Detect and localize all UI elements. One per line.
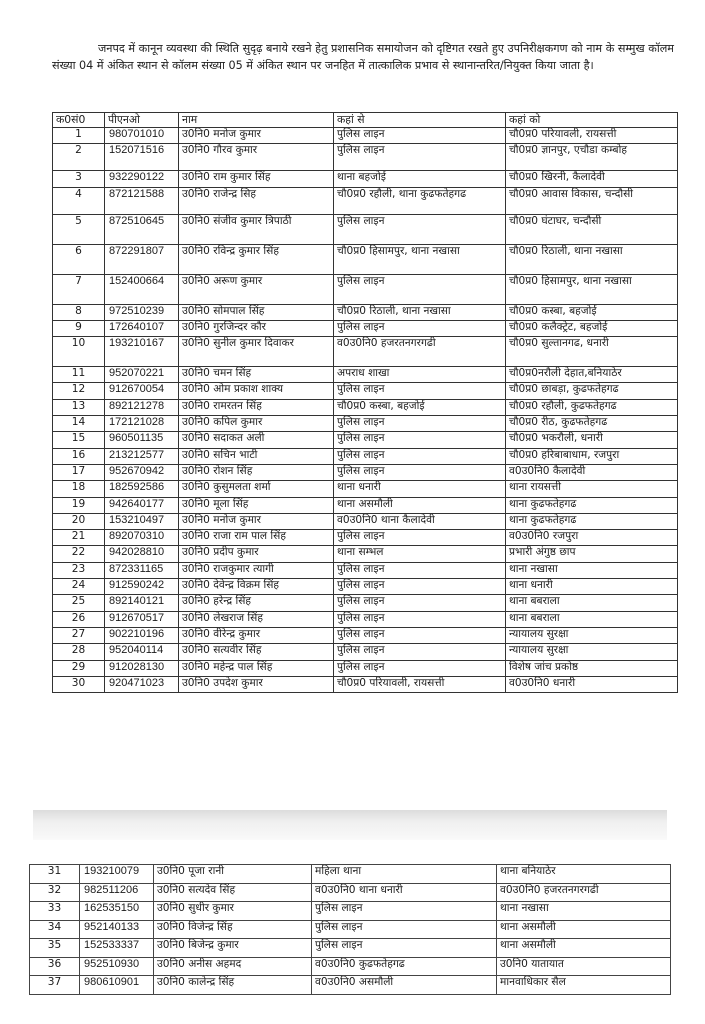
- cell-name: उ0नि0 सत्यदेव सिंह: [154, 883, 312, 902]
- table-row: [53, 562, 678, 578]
- cell-to: चौ0प्र0 रीठ, कुढफतेहगढ: [506, 416, 678, 432]
- cell-to: चौ0प्र0 ज्ञानपुर, एचौडा कम्बोह: [506, 144, 678, 171]
- cell-from: चौ0प्र0 हिसामपुर, थाना नखासा: [334, 244, 506, 274]
- cell-from: पुलिस लाइन: [312, 939, 497, 958]
- cell-to: थाना कुढफतेहगढ: [506, 513, 678, 529]
- table-row: [53, 595, 678, 611]
- cell-from: थाना असमौली: [334, 497, 506, 513]
- cell-serial: 22: [53, 546, 105, 562]
- cell-pno: 960501135: [105, 432, 179, 448]
- cell-from: पुलिस लाइन: [334, 383, 506, 399]
- cell-pno: 952140133: [80, 920, 154, 939]
- cell-pno: 980610901: [80, 976, 154, 995]
- cell-to: चौ0प्र0 आवास विकास, चन्दौसी: [506, 187, 678, 214]
- transfer-table: [52, 112, 678, 693]
- cell-name: उ0नि0 कुसुमलता शर्मा: [179, 481, 334, 497]
- cell-name: उ0नि0 अरूण कुमार: [179, 274, 334, 304]
- table-row: [53, 530, 678, 546]
- cell-from: चौ0प्र0 परियावली, रायसत्ती: [334, 676, 506, 692]
- table-row: [53, 611, 678, 627]
- table-row: [53, 481, 678, 497]
- table-row: [53, 627, 678, 643]
- cell-to: व0उ0नि0 हजरतनगरगढी: [497, 883, 671, 902]
- table-row: [30, 920, 671, 939]
- cell-pno: 972510239: [105, 304, 179, 320]
- table-row: [53, 416, 678, 432]
- cell-from: पुलिस लाइन: [312, 902, 497, 921]
- cell-serial: 33: [30, 902, 80, 921]
- cell-from: पुलिस लाइन: [334, 627, 506, 643]
- cell-name: उ0नि0 सुनील कुमार दिवाकर: [179, 337, 334, 367]
- cell-name: उ0नि0 रामरतन सिंह: [179, 399, 334, 415]
- intro-paragraph: [52, 41, 674, 74]
- cell-pno: 912028130: [105, 660, 179, 676]
- table-row: [53, 579, 678, 595]
- header-serial: क0सं0: [53, 113, 105, 128]
- cell-pno: 872510645: [105, 214, 179, 244]
- cell-from: पुलिस लाइन: [334, 660, 506, 676]
- header-to: कहां को: [506, 113, 678, 128]
- cell-from: थाना धनारी: [334, 481, 506, 497]
- table-row: [53, 464, 678, 480]
- transfer-table-continued: [29, 864, 671, 995]
- cell-pno: 193210167: [105, 337, 179, 367]
- cell-pno: 912590242: [105, 579, 179, 595]
- cell-pno: 153210497: [105, 513, 179, 529]
- cell-name: उ0नि0 संजीव कुमार त्रिपाठी: [179, 214, 334, 244]
- cell-name: उ0नि0 सचिन भाटी: [179, 448, 334, 464]
- cell-to: चौ0प्र0 सुल्तानगढ, धनारी: [506, 337, 678, 367]
- cell-pno: 982511206: [80, 883, 154, 902]
- cell-serial: 6: [53, 244, 105, 274]
- cell-serial: 8: [53, 304, 105, 320]
- cell-from: व0उ0नि0 हजरतनगरगढी: [334, 337, 506, 367]
- cell-serial: 32: [30, 883, 80, 902]
- page-separator: [33, 810, 667, 840]
- cell-name: उ0नि0 मूला सिंह: [179, 497, 334, 513]
- cell-serial: 3: [53, 171, 105, 187]
- cell-from: पुलिस लाइन: [334, 320, 506, 336]
- cell-name: उ0नि0 मनोज कुमार: [179, 513, 334, 529]
- cell-to: चौ0प्र0 कस्बा, बहजोई: [506, 304, 678, 320]
- cell-to: न्यायालय सुरक्षा: [506, 627, 678, 643]
- cell-to: प्रभारी अंगुष्ठ छाप: [506, 546, 678, 562]
- cell-pno: 952070221: [105, 367, 179, 383]
- table-row: [53, 399, 678, 415]
- cell-serial: 4: [53, 187, 105, 214]
- table-row: [30, 902, 671, 921]
- cell-name: उ0नि0 रविन्द्र कुमार सिंह: [179, 244, 334, 274]
- cell-name: उ0नि0 सोमपाल सिंह: [179, 304, 334, 320]
- cell-from: थाना सम्भल: [334, 546, 506, 562]
- cell-to: विशेष जांच प्रकोष्ठ: [506, 660, 678, 676]
- cell-to: न्यायालय सुरक्षा: [506, 644, 678, 660]
- cell-serial: 30: [53, 676, 105, 692]
- cell-serial: 36: [30, 957, 80, 976]
- cell-serial: 18: [53, 481, 105, 497]
- table-row: [53, 337, 678, 367]
- cell-pno: 980701010: [105, 128, 179, 144]
- table-row: [53, 244, 678, 274]
- cell-to: चौ0प्र0 हरिबाबाधाम, रजपुरा: [506, 448, 678, 464]
- cell-pno: 902210196: [105, 627, 179, 643]
- cell-from: पुलिस लाइन: [334, 448, 506, 464]
- table-header-row: [53, 113, 678, 128]
- cell-pno: 152071516: [105, 144, 179, 171]
- cell-to: थाना धनारी: [506, 579, 678, 595]
- cell-to: चौ0प्र0 हिसामपुर, थाना नखासा: [506, 274, 678, 304]
- cell-pno: 892070310: [105, 530, 179, 546]
- cell-from: चौ0प्र0 रिठाली, थाना नखासा: [334, 304, 506, 320]
- cell-from: चौ0प्र0 कस्बा, बहजोई: [334, 399, 506, 415]
- cell-from: पुलिस लाइन: [312, 920, 497, 939]
- cell-to: थाना रायसत्ती: [506, 481, 678, 497]
- cell-pno: 213212577: [105, 448, 179, 464]
- cell-name: उ0नि0 वीरेन्द्र कुमार: [179, 627, 334, 643]
- table-row: [53, 497, 678, 513]
- cell-name: उ0नि0 महेन्द्र पाल सिंह: [179, 660, 334, 676]
- cell-from: अपराध शाखा: [334, 367, 506, 383]
- cell-serial: 7: [53, 274, 105, 304]
- cell-pno: 952670942: [105, 464, 179, 480]
- cell-from: पुलिस लाइन: [334, 644, 506, 660]
- cell-from: पुलिस लाइन: [334, 562, 506, 578]
- cell-pno: 872121588: [105, 187, 179, 214]
- cell-pno: 952040114: [105, 644, 179, 660]
- table-row: [53, 187, 678, 214]
- cell-to: चौ0प्र0 खिरनी, कैलादेवी: [506, 171, 678, 187]
- cell-serial: 34: [30, 920, 80, 939]
- cell-serial: 12: [53, 383, 105, 399]
- cell-name: उ0नि0 गौरव कुमार: [179, 144, 334, 171]
- table-row: [53, 513, 678, 529]
- cell-from: व0उ0नि0 थाना कैलादेवी: [334, 513, 506, 529]
- cell-to: चौ0प्र0नरौली देहात,बनियाठेर: [506, 367, 678, 383]
- cell-pno: 162535150: [80, 902, 154, 921]
- cell-to: थाना नखासा: [506, 562, 678, 578]
- table-row: [53, 367, 678, 383]
- cell-serial: 13: [53, 399, 105, 415]
- cell-name: उ0नि0 बिजेन्द्र कुमार: [154, 939, 312, 958]
- cell-pno: 152533337: [80, 939, 154, 958]
- cell-to: थाना बबराला: [506, 611, 678, 627]
- table-row: [30, 957, 671, 976]
- cell-name: उ0नि0 सदाकत अली: [179, 432, 334, 448]
- intro-text: जनपद में कानून व्यवस्था की स्थिति सुदृढ़ बनाये रखने हेतु प्रशासनिक समायोजन को दृष्टिगत रखते हुए उपनिरीक्षकगण को नाम के सम्मुख कॉलम संख्या 04 में अंकित स्थान से कॉलम संख्या 05 में अंकित स्थान पर जनहित में तात्कालिक प्रभाव से स्थानान्तरित/नियुक्त किया जाता है।: [52, 42, 674, 72]
- cell-serial: 29: [53, 660, 105, 676]
- cell-from: पुलिस लाइन: [334, 144, 506, 171]
- cell-serial: 5: [53, 214, 105, 244]
- cell-serial: 14: [53, 416, 105, 432]
- cell-serial: 25: [53, 595, 105, 611]
- cell-pno: 172121028: [105, 416, 179, 432]
- cell-pno: 942640177: [105, 497, 179, 513]
- cell-name: उ0नि0 राजेन्द्र सिह: [179, 187, 334, 214]
- cell-from: चौ0प्र0 रहौली, थाना कुढफतेहगढ: [334, 187, 506, 214]
- cell-to: चौ0प्र0 घंटाघर, चन्दौसी: [506, 214, 678, 244]
- cell-pno: 892140121: [105, 595, 179, 611]
- table-row: [30, 939, 671, 958]
- cell-pno: 932290122: [105, 171, 179, 187]
- cell-name: उ0नि0 कपिल कुमार: [179, 416, 334, 432]
- cell-serial: 31: [30, 865, 80, 884]
- cell-serial: 19: [53, 497, 105, 513]
- cell-pno: 193210079: [80, 865, 154, 884]
- cell-to: व0उ0नि0 कैलादेवी: [506, 464, 678, 480]
- cell-name: उ0नि0 राजकुमार त्यागी: [179, 562, 334, 578]
- cell-pno: 172640107: [105, 320, 179, 336]
- cell-to: थाना बनियाठेर: [497, 865, 671, 884]
- cell-from: पुलिस लाइन: [334, 530, 506, 546]
- cell-serial: 20: [53, 513, 105, 529]
- cell-name: उ0नि0 ओम प्रकाश शाक्य: [179, 383, 334, 399]
- cell-from: पुलिस लाइन: [334, 595, 506, 611]
- cell-to: चौ0प्र0 छाबड़ा, कुढफतेहगढ: [506, 383, 678, 399]
- table-row: [30, 865, 671, 884]
- cell-name: उ0नि0 देवेन्द्र विक्रम सिंह: [179, 579, 334, 595]
- cell-to: थाना नखासा: [497, 902, 671, 921]
- cell-to: चौ0प्र0 कलैक्ट्रेट, बहजोई: [506, 320, 678, 336]
- cell-from: पुलिस लाइन: [334, 432, 506, 448]
- table-row: [53, 320, 678, 336]
- cell-serial: 2: [53, 144, 105, 171]
- table-row: [53, 676, 678, 692]
- cell-name: उ0नि0 विजेन्द्र सिंह: [154, 920, 312, 939]
- cell-name: उ0नि0 सुधीर कुमार: [154, 902, 312, 921]
- cell-from: पुलिस लाइन: [334, 214, 506, 244]
- cell-name: उ0नि0 उपदेश कुमार: [179, 676, 334, 692]
- cell-to: चौ0प्र0 परियावली, रायसत्ती: [506, 128, 678, 144]
- header-pno: पीएनओ: [105, 113, 179, 128]
- cell-serial: 28: [53, 644, 105, 660]
- cell-name: उ0नि0 पूजा रानी: [154, 865, 312, 884]
- cell-serial: 10: [53, 337, 105, 367]
- cell-serial: 26: [53, 611, 105, 627]
- cell-from: थाना बहजोई: [334, 171, 506, 187]
- cell-serial: 27: [53, 627, 105, 643]
- table-row: [53, 448, 678, 464]
- cell-pno: 952510930: [80, 957, 154, 976]
- cell-from: महिला थाना: [312, 865, 497, 884]
- table-row: [53, 144, 678, 171]
- table-row: [53, 171, 678, 187]
- cell-to: मानवाधिकार सैल: [497, 976, 671, 995]
- cell-from: पुलिस लाइन: [334, 611, 506, 627]
- table-row: [53, 274, 678, 304]
- cell-pno: 892121278: [105, 399, 179, 415]
- table-row: [53, 644, 678, 660]
- table-row: [53, 304, 678, 320]
- cell-to: उ0नि0 यातायात: [497, 957, 671, 976]
- cell-serial: 15: [53, 432, 105, 448]
- cell-from: पुलिस लाइन: [334, 579, 506, 595]
- table-row: [53, 128, 678, 144]
- cell-name: उ0नि0 रोशन सिंह: [179, 464, 334, 480]
- header-name: नाम: [179, 113, 334, 128]
- cell-from: पुलिस लाइन: [334, 128, 506, 144]
- cell-pno: 942028810: [105, 546, 179, 562]
- cell-to: थाना कुढफतेहगढ: [506, 497, 678, 513]
- cell-from: पुलिस लाइन: [334, 416, 506, 432]
- table-row: [30, 976, 671, 995]
- cell-from: व0उ0नि0 असमौली: [312, 976, 497, 995]
- cell-pno: 912670054: [105, 383, 179, 399]
- cell-to: चौ0प्र0 रहौली, कुढफतेहगढ: [506, 399, 678, 415]
- cell-name: उ0नि0 सत्यवीर सिंह: [179, 644, 334, 660]
- cell-name: उ0नि0 मनोज कुमार: [179, 128, 334, 144]
- cell-pno: 182592586: [105, 481, 179, 497]
- cell-name: उ0नि0 कालेन्द्र सिंह: [154, 976, 312, 995]
- cell-serial: 16: [53, 448, 105, 464]
- cell-to: चौ0प्र0 भकरौली, धनारी: [506, 432, 678, 448]
- cell-pno: 152400664: [105, 274, 179, 304]
- cell-name: उ0नि0 प्रदीप कुमार: [179, 546, 334, 562]
- cell-serial: 1: [53, 128, 105, 144]
- cell-name: उ0नि0 राजा राम पाल सिंह: [179, 530, 334, 546]
- cell-serial: 23: [53, 562, 105, 578]
- cell-to: थाना असमौली: [497, 920, 671, 939]
- cell-pno: 920471023: [105, 676, 179, 692]
- cell-to: चौ0प्र0 रिठाली, थाना नखासा: [506, 244, 678, 274]
- cell-name: उ0नि0 चमन सिंह: [179, 367, 334, 383]
- cell-serial: 37: [30, 976, 80, 995]
- table-row: [53, 383, 678, 399]
- header-from: कहां से: [334, 113, 506, 128]
- cell-from: पुलिस लाइन: [334, 274, 506, 304]
- cell-serial: 9: [53, 320, 105, 336]
- cell-from: पुलिस लाइन: [334, 464, 506, 480]
- cell-name: उ0नि0 लेखराज सिंह: [179, 611, 334, 627]
- cell-from: व0उ0नि0 थाना धनारी: [312, 883, 497, 902]
- cell-name: उ0नि0 गुरजिन्दर कौर: [179, 320, 334, 336]
- cell-name: उ0नि0 हरेन्द्र सिंह: [179, 595, 334, 611]
- cell-to: थाना असमौली: [497, 939, 671, 958]
- cell-to: थाना बबराला: [506, 595, 678, 611]
- cell-to: व0उ0नि0 धनारी: [506, 676, 678, 692]
- cell-pno: 912670517: [105, 611, 179, 627]
- table-row: [53, 214, 678, 244]
- cell-serial: 35: [30, 939, 80, 958]
- table-row: [53, 660, 678, 676]
- table-row: [53, 546, 678, 562]
- cell-serial: 24: [53, 579, 105, 595]
- cell-pno: 872291807: [105, 244, 179, 274]
- table-row: [30, 883, 671, 902]
- cell-pno: 872331165: [105, 562, 179, 578]
- cell-serial: 21: [53, 530, 105, 546]
- cell-name: उ0नि0 अनीस अहमद: [154, 957, 312, 976]
- cell-serial: 17: [53, 464, 105, 480]
- cell-to: व0उ0नि0 रजपुरा: [506, 530, 678, 546]
- cell-serial: 11: [53, 367, 105, 383]
- cell-from: व0उ0नि0 कुढफतेहगढ: [312, 957, 497, 976]
- table-row: [53, 432, 678, 448]
- cell-name: उ0नि0 राम कुमार सिंह: [179, 171, 334, 187]
